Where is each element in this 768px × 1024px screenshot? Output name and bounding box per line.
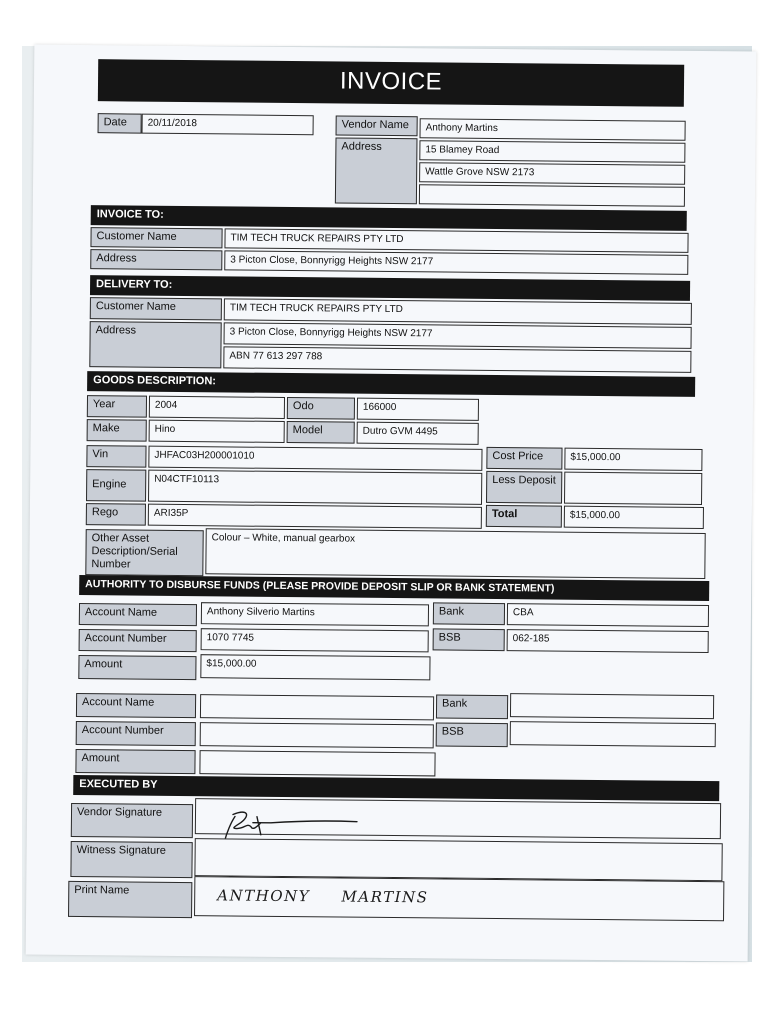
authority-heading: AUTHORITY TO DISBURSE FUNDS (PLEASE PROVIDE DEPOSIT SLIP OR BANK STATEMENT) — [79, 575, 709, 601]
cost-price-field[interactable]: $15,000.00 — [564, 448, 702, 471]
witness-signature-field[interactable] — [194, 838, 722, 881]
other-asset-label: Other Asset Description/Serial Number — [85, 529, 203, 576]
bank-field-1[interactable]: CBA — [507, 603, 709, 627]
make-label: Make — [87, 419, 147, 442]
invoice-to-customer-name-label: Customer Name — [90, 227, 222, 248]
date-label: Date — [98, 113, 142, 133]
date-field[interactable]: 20/11/2018 — [142, 114, 314, 136]
vendor-address-label: Address — [335, 137, 418, 204]
bsb-label-1: BSB — [433, 628, 505, 651]
print-name-field[interactable] — [194, 876, 724, 921]
goods-description-heading: GOODS DESCRIPTION: — [87, 371, 695, 397]
vendor-name-label: Vendor Name — [336, 115, 418, 136]
print-name-label: Print Name — [68, 881, 192, 918]
account-number-label-2: Account Number — [76, 721, 196, 746]
delivery-to-address-field[interactable]: 3 Picton Close, Bonnyrigg Heights NSW 2177 — [224, 322, 692, 348]
delivery-to-address-label: Address — [89, 321, 221, 368]
invoice-to-address-label: Address — [90, 249, 222, 270]
account-name-field-1[interactable]: Anthony Silverio Martins — [201, 602, 429, 626]
total-field[interactable]: $15,000.00 — [564, 506, 704, 529]
account-number-field-2[interactable] — [200, 722, 434, 748]
vin-label: Vin — [86, 445, 146, 468]
other-asset-field[interactable]: Colour – White, manual gearbox — [205, 528, 705, 579]
vin-field[interactable]: JHFAC03H200001010 — [148, 446, 482, 471]
account-number-field-1[interactable]: 1070 7745 — [201, 628, 429, 652]
rego-field[interactable]: ARI35P — [148, 504, 482, 529]
print-name-value: ANTHONY MARTINS — [217, 886, 429, 907]
amount-label-2: Amount — [75, 749, 195, 774]
bsb-field-1[interactable]: 062-185 — [507, 629, 709, 653]
rego-label: Rego — [86, 503, 146, 526]
model-field[interactable]: Dutro GVM 4495 — [357, 422, 479, 445]
make-field[interactable]: Hino — [149, 420, 285, 443]
account-number-label-1: Account Number — [79, 629, 197, 652]
invoice-sheet — [26, 45, 757, 962]
bank-field-2[interactable] — [510, 693, 714, 719]
invoice-to-address-field[interactable]: 3 Picton Close, Bonnyrigg Heights NSW 2177 — [224, 250, 688, 274]
vendor-signature-label: Vendor Signature — [71, 803, 193, 838]
account-name-label-2: Account Name — [76, 693, 196, 718]
amount-field-2[interactable] — [199, 750, 435, 776]
amount-field-1[interactable]: $15,000.00 — [200, 654, 430, 680]
less-deposit-field[interactable] — [564, 472, 702, 505]
less-deposit-label: Less Deposit — [486, 471, 562, 504]
vendor-address-line-2[interactable]: Wattle Grove NSW 2173 — [419, 162, 685, 185]
cost-price-label: Cost Price — [486, 447, 562, 470]
executed-by-heading: EXECUTED BY — [73, 775, 719, 801]
invoice-to-heading: INVOICE TO: — [91, 205, 687, 231]
bank-label-1: Bank — [433, 602, 505, 625]
vendor-address-line-1[interactable]: 15 Blamey Road — [419, 140, 685, 163]
invoice-to-customer-name-field[interactable]: TIM TECH TRUCK REPAIRS PTY LTD — [224, 228, 688, 252]
account-name-label-1: Account Name — [79, 603, 197, 626]
year-label: Year — [87, 395, 147, 418]
witness-signature-label: Witness Signature — [70, 841, 192, 878]
model-label: Model — [287, 421, 355, 444]
delivery-to-customer-name-label: Customer Name — [90, 297, 222, 320]
account-name-field-2[interactable] — [200, 694, 434, 720]
total-label: Total — [486, 505, 562, 528]
bsb-label-2: BSB — [436, 722, 508, 747]
delivery-to-abn-field[interactable]: ABN 77 613 297 788 — [223, 346, 691, 372]
year-field[interactable]: 2004 — [149, 396, 285, 419]
amount-label-1: Amount — [78, 655, 196, 680]
bsb-field-2[interactable] — [510, 721, 716, 747]
engine-label: Engine — [86, 469, 146, 502]
invoice-title: INVOICE — [98, 59, 684, 107]
vendor-address-line-3[interactable] — [419, 184, 685, 207]
odo-label: Odo — [287, 397, 355, 420]
vendor-name-field[interactable]: Anthony Martins — [420, 118, 686, 141]
delivery-to-heading: DELIVERY TO: — [90, 275, 690, 301]
bank-label-2: Bank — [436, 694, 508, 719]
delivery-to-customer-name-field[interactable]: TIM TECH TRUCK REPAIRS PTY LTD — [224, 298, 692, 324]
engine-field[interactable]: N04CTF10113 — [148, 470, 482, 505]
odo-field[interactable]: 166000 — [357, 398, 479, 421]
